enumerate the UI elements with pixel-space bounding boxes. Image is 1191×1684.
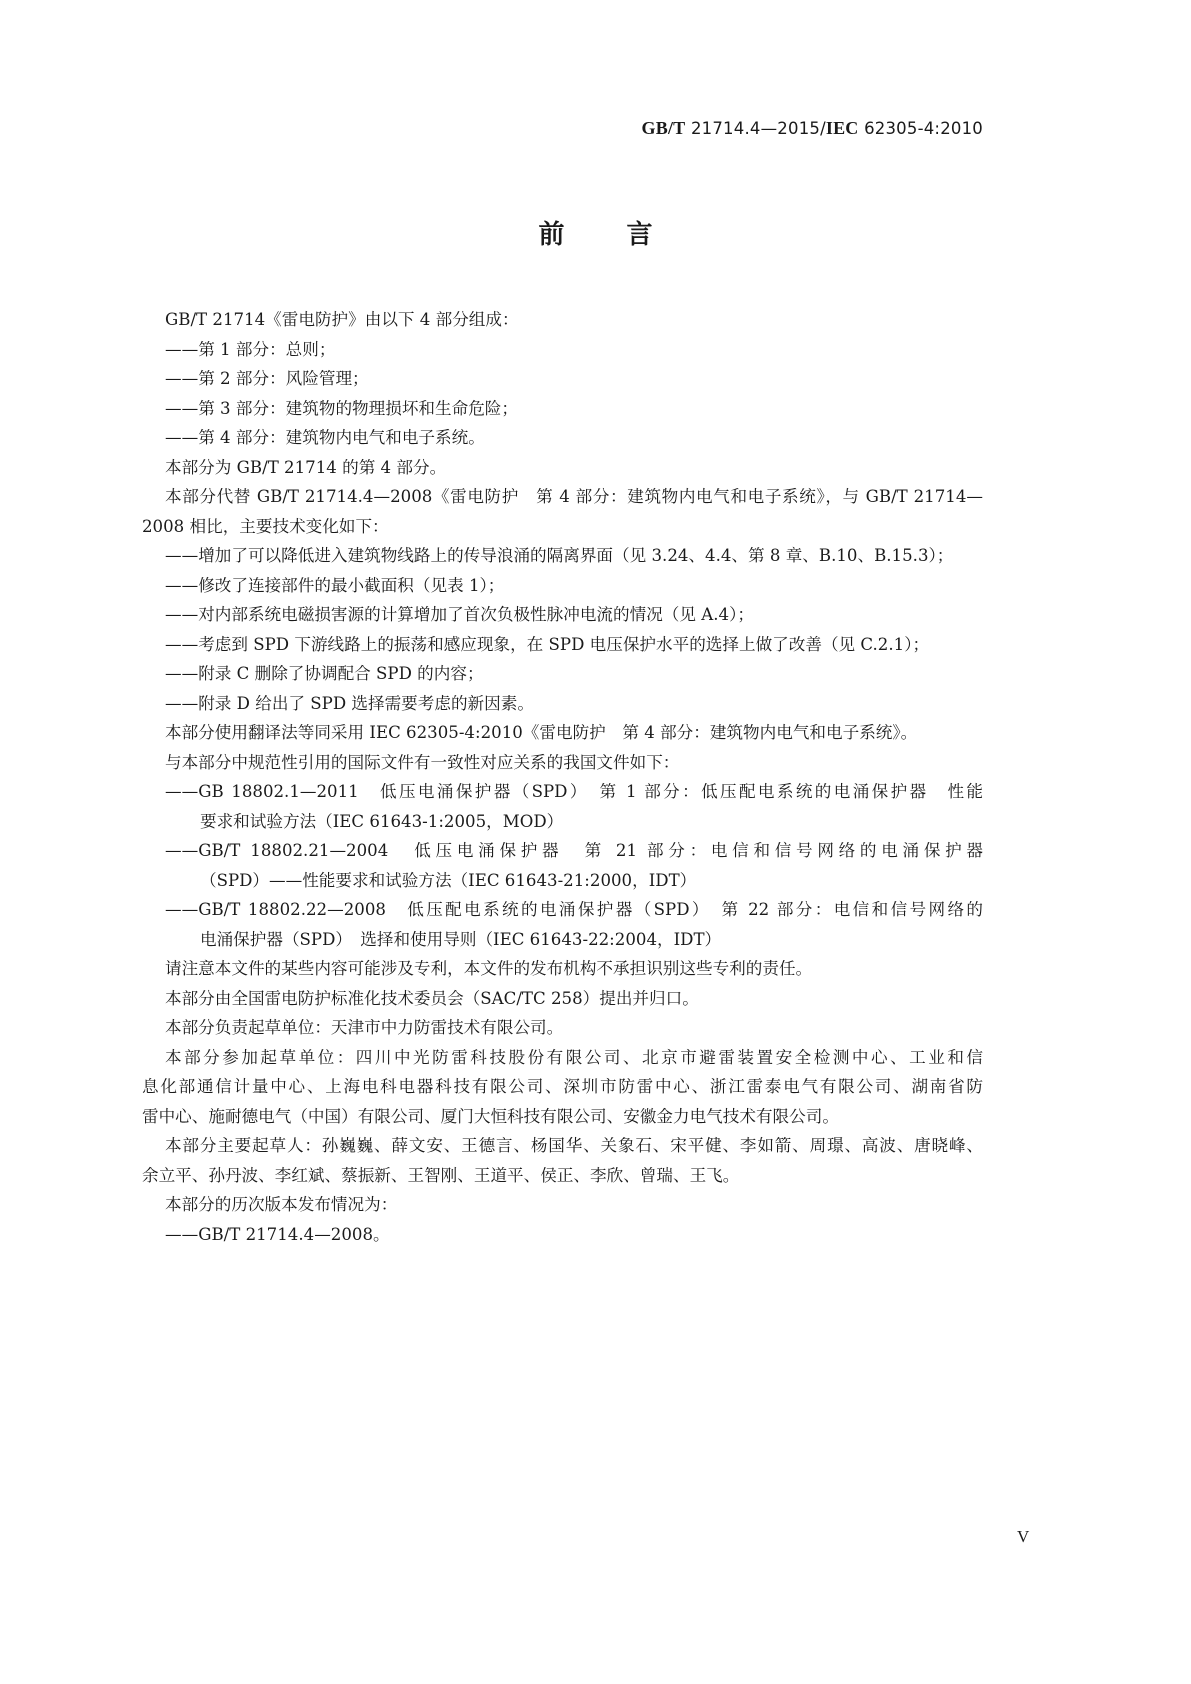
paragraph-line: 本部分负责起草单位：天津市中力防雷技术有限公司。	[165, 1018, 564, 1037]
header-iec: IEC	[825, 118, 859, 138]
header-number: 21714.4—2015/	[690, 119, 826, 138]
title-char-1: 前	[538, 220, 565, 250]
list-item: ——修改了连接部件的最小截面积（见表 1）；	[165, 576, 505, 595]
paragraph-line: 余立平、孙丹波、李红斌、蔡振新、王智刚、王道平、侯正、李欣、曾瑞、王飞。	[142, 1166, 740, 1185]
list-item: ——增加了可以降低进入建筑物线路上的传导浪涌的隔离界面（见 3.24、4.4、第 8 章、B.10、B.15.3）；	[165, 546, 954, 565]
list-item: ——第 3 部分：建筑物的物理损坏和生命危险；	[165, 399, 518, 418]
list-item: ——GB/T 21714.4—2008。	[165, 1225, 390, 1244]
reference-item-cont: （SPD）——性能要求和试验方法（IEC 61643-21:2000，IDT）	[200, 871, 697, 890]
page-number: V	[1017, 1527, 1030, 1546]
paragraph-line: 2008 相比，主要技术变化如下：	[142, 517, 389, 536]
paragraph-line: 本部分为 GB/T 21714 的第 4 部分。	[165, 458, 447, 477]
paragraph-line: 本部分的历次版本发布情况为：	[165, 1195, 398, 1214]
paragraph-line: 雷中心、施耐德电气（中国）有限公司、厦门大恒科技有限公司、安徽金力电气技术有限公司。	[142, 1107, 839, 1126]
list-item: ——对内部系统电磁损害源的计算增加了首次负极性脉冲电流的情况（见 A.4）；	[165, 605, 754, 624]
paragraph-line: 本部分使用翻译法等同采用 IEC 62305-4:2010《雷电防护 第 4 部分：建筑物内电气和电子系统》。	[165, 723, 918, 742]
list-item: ——附录 D 给出了 SPD 选择需要考虑的新因素。	[165, 694, 534, 713]
paragraph-line: 息化部通信计量中心、上海电科电器科技有限公司、深圳市防雷中心、浙江雷泰电气有限公司、湖南省防	[142, 1077, 983, 1096]
list-item: ——第 2 部分：风险管理；	[165, 369, 369, 388]
paragraph-line: 本部分代替 GB/T 21714.4—2008《雷电防护 第 4 部分：建筑物内电气和电子系统》，与 GB/T 21714—	[165, 487, 983, 506]
reference-item: ——GB 18802.1—2011 低压电涌保护器（SPD） 第 1 部分：低压配电系统的电涌保护器 性能	[165, 782, 983, 801]
paragraph-line: 与本部分中规范性引用的国际文件有一致性对应关系的我国文件如下：	[165, 753, 680, 772]
list-item: ——第 1 部分：总则；	[165, 340, 336, 359]
patent-notice: 请注意本文件的某些内容可能涉及专利，本文件的发布机构不承担识别这些专利的责任。	[165, 959, 813, 978]
title-char-2: 言	[626, 220, 653, 250]
header-iec-number: 62305-4:2010	[864, 119, 983, 138]
reference-item-cont: 电涌保护器（SPD） 选择和使用导则（IEC 61643-22:2004，IDT）	[200, 930, 722, 949]
paragraph-line: 本部分主要起草人：孙巍巍、薛文安、王德言、杨国华、关象石、宋平健、李如箭、周璟、高波、唐晓峰、	[165, 1136, 983, 1155]
paragraph-line: GB/T 21714《雷电防护》由以下 4 部分组成：	[165, 310, 519, 329]
reference-item-cont: 要求和试验方法（IEC 61643-1:2005，MOD）	[200, 812, 564, 831]
list-item: ——考虑到 SPD 下游线路上的振荡和感应现象，在 SPD 电压保护水平的选择上做了改善（见 C.2.1）；	[165, 635, 930, 654]
page-title	[0, 214, 1191, 251]
reference-item: ——GB/T 18802.21—2004 低压电涌保护器 第 21 部分：电信和信号网络的电涌保护器	[165, 841, 983, 860]
reference-item: ——GB/T 18802.22—2008 低压配电系统的电涌保护器（SPD） 第 22 部分：电信和信号网络的	[165, 900, 983, 919]
header-gbt: GB/T	[641, 118, 686, 138]
paragraph-line: 本部分参加起草单位：四川中光防雷科技股份有限公司、北京市避雷装置安全检测中心、工业和信	[165, 1048, 983, 1067]
list-item: ——第 4 部分：建筑物内电气和电子系统。	[165, 428, 485, 447]
list-item: ——附录 C 删除了协调配合 SPD 的内容；	[165, 664, 484, 683]
paragraph-line: 本部分由全国雷电防护标准化技术委员会（SAC/TC 258）提出并归口。	[165, 989, 699, 1008]
standard-code-header	[642, 118, 983, 139]
